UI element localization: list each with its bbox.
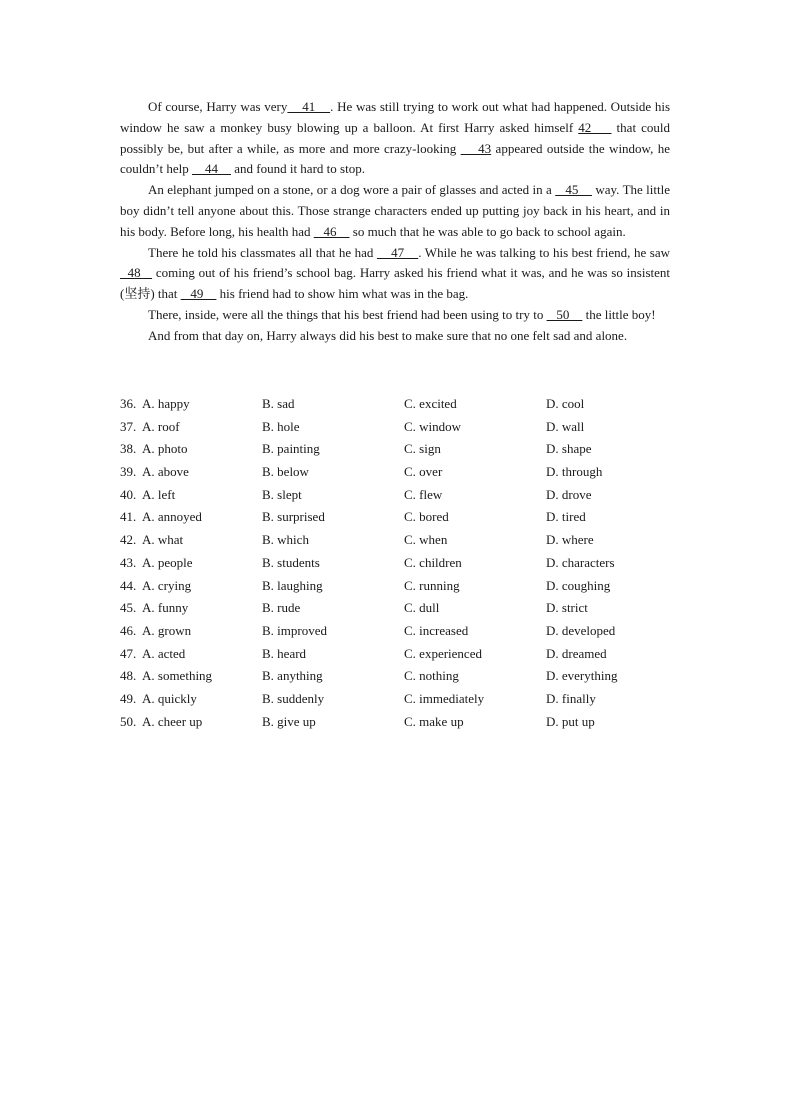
option-b: B. improved	[262, 622, 327, 638]
blank-42: 42	[578, 119, 612, 135]
text: . While he was talking to his best friend, he saw	[418, 244, 670, 260]
question-row	[120, 438, 680, 461]
option-b: B. anything	[262, 668, 323, 684]
text: And from that day on, Harry always did his best to make sure that no one felt sad and alone.	[148, 327, 628, 343]
question-number: 43.	[120, 554, 137, 570]
question-row	[120, 484, 680, 507]
blank-49: 49	[180, 286, 217, 302]
text: so much that he was able to go back to school again.	[349, 223, 626, 239]
option-d: D. cool	[546, 396, 585, 411]
option-c: C. increased	[404, 622, 469, 638]
option-d: D. where	[546, 532, 594, 548]
option-c: C. bored	[404, 509, 449, 525]
option-a: A. above	[142, 464, 189, 480]
question-row	[120, 643, 680, 666]
text: coming out of his friend’s school bag. Harry asked his friend what it was, and he was so insistent (坚持) that	[120, 265, 670, 302]
option-c: C. immediately	[404, 690, 485, 706]
question-number: 47.	[120, 645, 137, 661]
text: his friend had to show him what was in the bag.	[216, 286, 469, 302]
option-d: D. drove	[546, 486, 592, 502]
option-d: D. shape	[546, 441, 592, 457]
option-a: A. cheer up	[142, 713, 203, 729]
text: . He was still trying to work out what had happened. Outside his window he saw a monkey busy blowing up a balloon. At first Harry asked himself	[120, 99, 671, 135]
blank-47: 47	[376, 244, 419, 260]
option-b: B. below	[262, 464, 309, 480]
text: appeared outside the window, he couldn’t help	[120, 140, 670, 177]
question-number: 49.	[120, 690, 137, 706]
question-row	[120, 529, 680, 552]
option-c: C. excited	[404, 396, 457, 411]
blank-41: 41	[287, 99, 331, 114]
option-d: D. dreamed	[546, 645, 607, 661]
option-b: B. laughing	[262, 577, 323, 593]
option-c: C. flew	[404, 486, 443, 502]
option-b: B. suddenly	[262, 690, 325, 706]
option-a: A. roof	[142, 418, 180, 434]
paragraph-3	[120, 243, 670, 305]
text: There he told his classmates all that he had	[148, 244, 377, 260]
text: An elephant jumped on a stone, or a dog wore a pair of glasses and acted in a	[148, 182, 556, 198]
question-row	[120, 393, 680, 416]
option-a: A. left	[142, 486, 176, 502]
option-c: C. window	[404, 418, 462, 434]
option-d: D. through	[546, 464, 603, 480]
question-number: 41.	[120, 509, 137, 525]
option-c: C. over	[404, 464, 443, 480]
text: and found it hard to stop.	[230, 161, 365, 177]
reading-passage	[120, 97, 670, 347]
text: There, inside, were all the things that his best friend had been using to try to	[148, 306, 547, 322]
option-a: A. crying	[142, 577, 192, 593]
option-d: D. tired	[546, 509, 586, 525]
text: that could possibly be, but after a while, as more and more crazy-looking	[120, 119, 670, 156]
option-a: A. something	[142, 668, 213, 684]
paragraph-5	[120, 326, 670, 347]
question-row	[120, 416, 680, 439]
question-number: 45.	[120, 600, 137, 616]
question-row	[120, 597, 680, 620]
option-b: B. which	[262, 532, 309, 548]
option-d: D. strict	[546, 600, 588, 616]
question-number: 44.	[120, 577, 137, 593]
option-a: A. photo	[142, 441, 188, 457]
option-c: C. children	[404, 554, 462, 570]
option-c: C. nothing	[404, 668, 459, 684]
question-number: 40.	[120, 486, 137, 502]
option-b: B. slept	[262, 486, 302, 502]
question-number: 50.	[120, 713, 137, 729]
question-number: 39.	[120, 464, 137, 480]
option-b: B. hole	[262, 418, 300, 434]
question-number: 42.	[120, 532, 137, 548]
question-row	[120, 688, 680, 711]
option-a: A. acted	[142, 645, 186, 661]
paragraph-4	[120, 305, 670, 326]
option-b: B. give up	[262, 713, 316, 729]
option-b: B. sad	[262, 396, 295, 411]
blank-43: 43	[460, 140, 492, 156]
text: Of course, Harry was very	[148, 99, 288, 114]
option-b: B. rude	[262, 600, 301, 616]
question-number: 46.	[120, 622, 137, 638]
option-a: A. happy	[142, 396, 190, 411]
option-a: A. people	[142, 554, 193, 570]
blank-44: 44	[191, 161, 231, 177]
question-row	[120, 620, 680, 643]
question-row	[120, 506, 680, 529]
answer-options	[120, 393, 680, 733]
option-b: B. painting	[262, 441, 320, 457]
question-number: 38.	[120, 441, 137, 457]
option-b: B. surprised	[262, 509, 325, 525]
blank-45: 45	[555, 182, 592, 198]
option-a: A. quickly	[142, 690, 197, 706]
option-d: D. coughing	[546, 577, 611, 593]
option-d: D. wall	[546, 418, 585, 434]
option-b: B. students	[262, 554, 320, 570]
option-c: C. sign	[404, 441, 441, 457]
option-a: A. funny	[142, 600, 189, 616]
option-a: A. grown	[142, 622, 192, 638]
question-number: 37.	[120, 418, 137, 434]
option-a: A. what	[142, 532, 184, 548]
question-number: 36.	[120, 396, 137, 411]
option-c: C. dull	[404, 600, 440, 616]
text: the little boy!	[582, 306, 656, 322]
blank-46: 46	[313, 223, 350, 239]
option-a: A. annoyed	[142, 509, 202, 525]
question-row	[120, 461, 680, 484]
question-row	[120, 552, 680, 575]
option-d: D. everything	[546, 668, 618, 684]
question-number: 48.	[120, 668, 137, 684]
option-d: D. put up	[546, 713, 595, 729]
paragraph-1	[120, 97, 670, 180]
question-row	[120, 711, 680, 734]
paragraph-2	[120, 180, 670, 242]
option-c: C. when	[404, 532, 448, 548]
option-c: C. make up	[404, 713, 464, 729]
option-c: C. running	[404, 577, 460, 593]
blank-48: 48	[120, 265, 153, 281]
question-row	[120, 665, 680, 688]
option-c: C. experienced	[404, 645, 482, 661]
option-d: D. finally	[546, 690, 596, 706]
option-d: D. developed	[546, 622, 616, 638]
option-b: B. heard	[262, 645, 307, 661]
option-d: D. characters	[546, 554, 615, 570]
text: way. The little boy didn’t tell anyone about this. Those strange characters ended up putting joy back in his heart, and in his body. Before long, his health had	[120, 182, 670, 239]
question-row	[120, 575, 680, 598]
blank-50: 50	[546, 306, 583, 322]
